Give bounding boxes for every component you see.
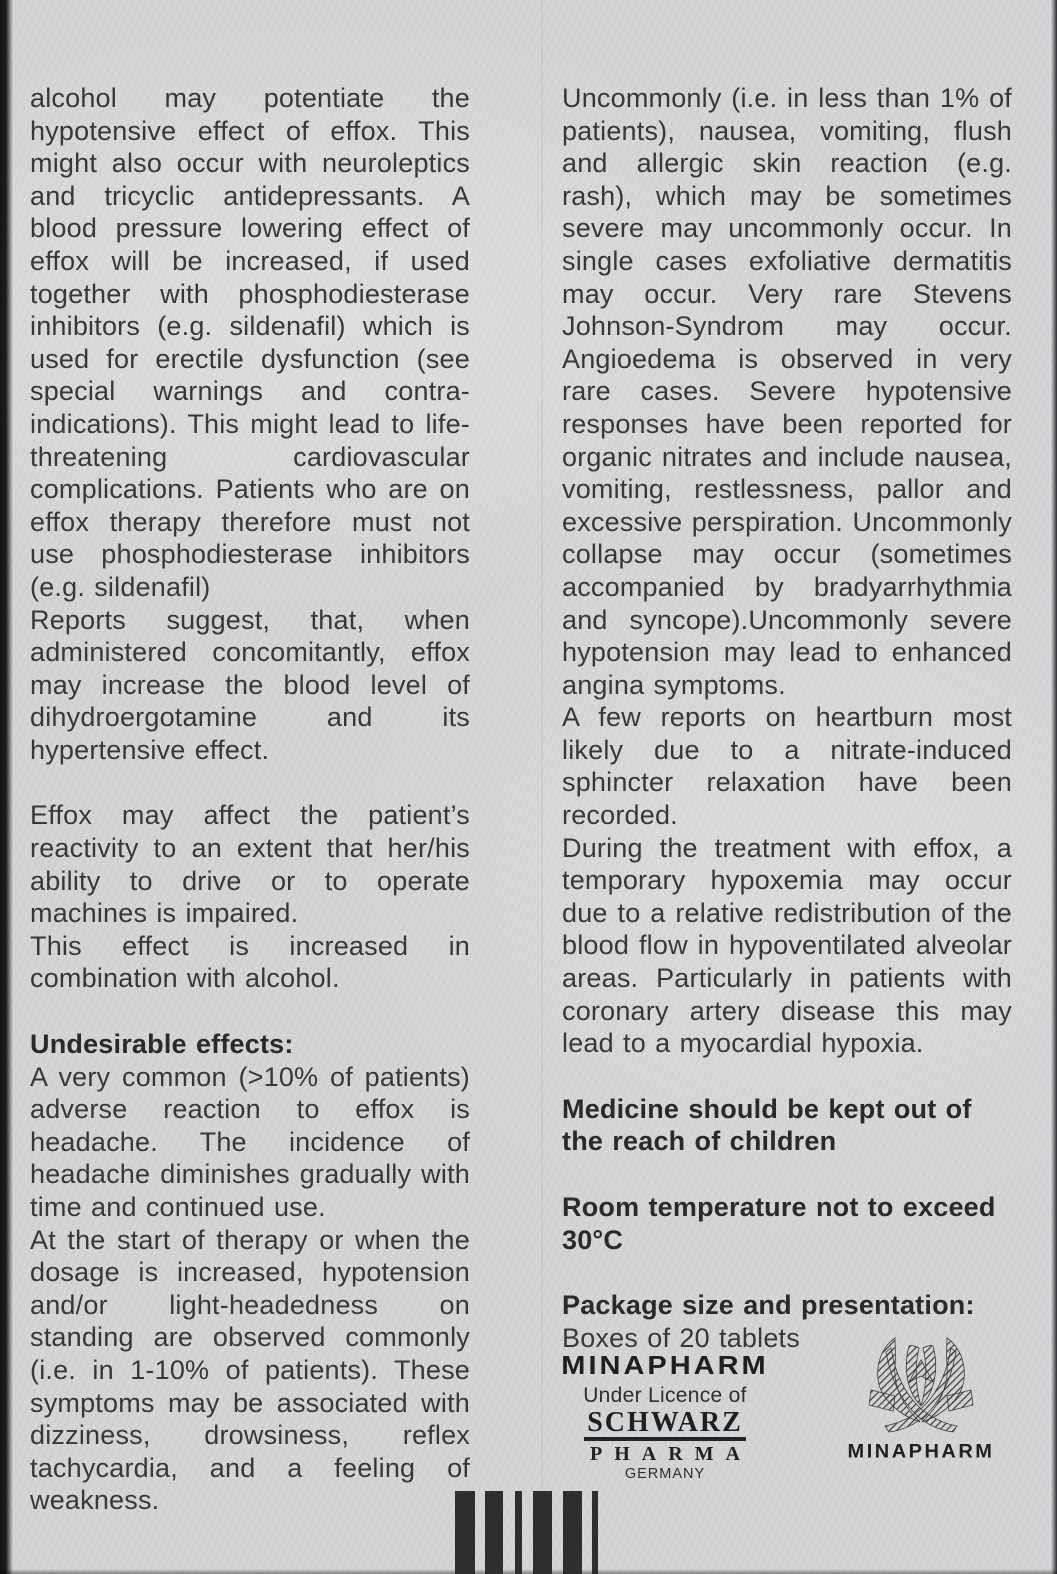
heading-keep-from-children: Medicine should be kept out of the reach of children — [562, 1093, 972, 1157]
heading-room-temperature — [562, 1191, 1012, 1256]
barcode-bar — [455, 1491, 475, 1574]
room-temperature-value: 30°C — [562, 1224, 624, 1255]
heading-package-size: Package size and presentation: — [562, 1290, 975, 1321]
paper-fold-seam — [541, 0, 543, 1574]
pharma-wordmark: PHARMA — [590, 1443, 752, 1466]
barcode-bar — [563, 1491, 582, 1574]
paragraph-hypoxemia: During the treatment with effox, a temporary hypoxemia may occur due to a relative redistribution of the blood flow in hypoventilated alveolar areas. Particularly in patients with coronary artery disease this may lead to a myocardial hypoxia. — [562, 832, 1012, 1059]
minapharm-logo-block — [836, 1334, 1006, 1464]
paragraph-interactions-alcohol: alcohol may potentiate the hypotensive effect of effox. This might also occur with neuroleptics and tricyclic antidepressants. A blood pressure lowering effect of effox will be increased, if used together with phosphodiesterase inhibitors (e.g. sildenafil) which is used for erectile dysfunction (see special warnings and contra-indications). This might lead to life-threatening cardiovascular complications. Patients who are on effox therapy therefore must not use phosphodiesterase inhibitors (e.g. sildenafil) — [30, 83, 470, 602]
licensee-block — [558, 1350, 772, 1482]
paragraph-dihydroergotamine: Reports suggest, that, when administered concomitantly, effox may increase the blood level of dihydroergotamine and its hypertensive effect. — [30, 604, 470, 765]
minapharm-emblem-label: MINAPHARM — [847, 1441, 995, 1463]
scan-edge-right — [1051, 0, 1057, 1574]
room-temperature-text: Room temperature not to exceed — [562, 1192, 996, 1222]
paragraph-uncommon-reactions: Uncommonly (i.e. in less than 1% of patients), nausea, vomiting, flush and allergic skin reaction (e.g. rash), which may be sometimes severe may uncommonly occur. In single cases exfoliative dermatitis may occur. Very rare Stevens Johnson-Syndrom may occur. Angioedema is observed in very rare cases. Severe hypotensive responses have been reported for organic nitrates and include nausea, vomiting, restlessness, pallor and excessive perspiration. Uncommonly collapse may occur (sometimes accompanied by bradyarrhythmia and syncope).Uncommonly severe hypotension may lead to enhanced angina symptoms. — [562, 83, 1012, 700]
under-licence-text: Under Licence of — [583, 1384, 747, 1407]
minapharm-wordmark: MINAPHARM — [561, 1351, 769, 1381]
scan-edge-left — [0, 0, 13, 1574]
paragraph-driving-reactivity: Effox may affect the patient’s reactivity to an extent that her/his ability to drive or to operate machines is impaired. — [30, 800, 470, 929]
left-text-column — [30, 82, 470, 1517]
paragraph-alcohol-combination: This effect is increased in combination with alcohol. — [30, 930, 470, 994]
germany-text: GERMANY — [624, 1466, 706, 1483]
heading-undesirable-effects: Undesirable effects: — [30, 1029, 294, 1060]
barcode-bar — [515, 1491, 522, 1574]
barcode-bar — [533, 1491, 552, 1574]
barcode — [0, 1491, 1057, 1574]
barcode-bar — [485, 1491, 503, 1574]
right-text-column — [562, 82, 1012, 1354]
barcode-bar — [592, 1491, 598, 1574]
paragraph-boxes: Boxes of 20 tablets — [562, 1322, 800, 1353]
paragraph-headache: A very common (>10% of patients) adverse reaction to effox is headache. The incidence of headache diminishes gradually with time and continued use. — [30, 1061, 470, 1222]
paragraph-heartburn: A few reports on heartburn most likely due to a nitrate-induced sphincter relaxation have been recorded. — [562, 702, 1012, 831]
paragraph-hypotension-symptoms: At the start of therapy or when the dosage is increased, hypotension and/or light-headedness on standing are observed commonly (i.e. in 1-10% of patients). These symptoms may be associated with dizziness, drowsiness, reflex tachycardia, and a feeling of weakness. — [30, 1224, 470, 1516]
minapharm-emblem-icon — [865, 1334, 977, 1438]
schwarz-wordmark: SCHWARZ — [584, 1408, 746, 1441]
